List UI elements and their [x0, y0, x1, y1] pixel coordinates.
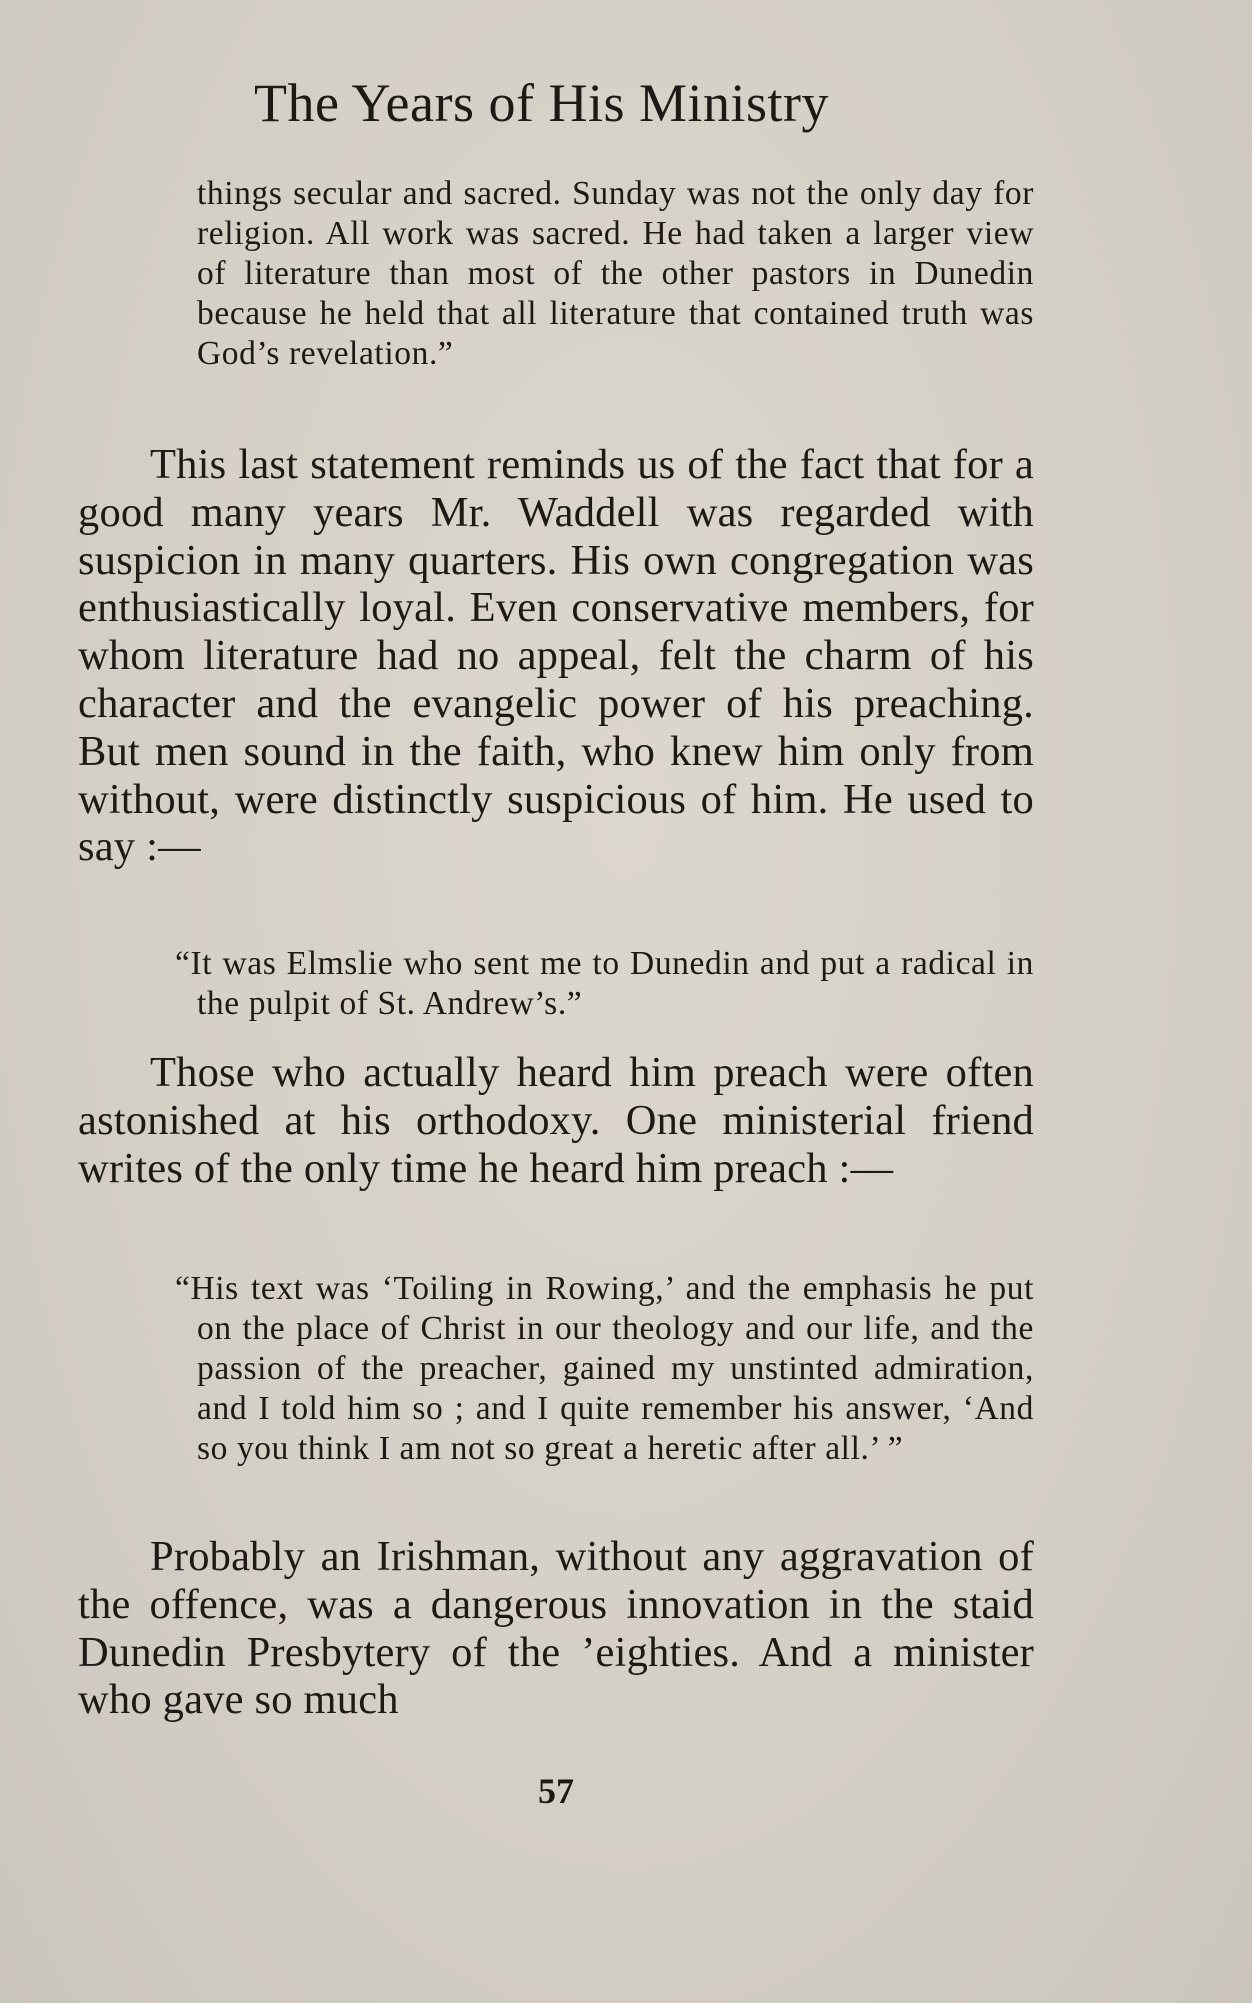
body-paragraph: Probably an Irishman, without any aggravation of the offence, was a dangerous innovation in the staid Dunedin Presbytery of the ’eighties. And a minister who gave so much	[78, 1533, 1034, 1724]
block-quote: “It was Elmslie who sent me to Dunedin and put a radical in the pulpit of St. Andrew’s.”	[175, 945, 1034, 1022]
running-head: The Years of His Ministry	[254, 73, 829, 133]
body-paragraph: This last statement reminds us of the fact that for a good many years Mr. Waddell was regarded with suspicion in many quarters. His own congregation was enthusiastically loyal. Even conservative members, for whom literature had no appeal, felt the charm of his character and the evangelic power of his preaching. But men sound in the faith, who knew him only from without, were distinctly suspicious of him. He used to say :—	[78, 441, 1034, 871]
page-number: 57	[538, 1771, 574, 1811]
block-quote: “His text was ‘Toiling in Rowing,’ and the emphasis he put on the place of Christ in our theology and our life, and the passion of the preacher, gained my unstinted admiration, and I told him so ; and I quite remember his answer, ‘And so you think I am not so great a heretic after all.’ ”	[175, 1270, 1034, 1467]
quote-continued-block: things secular and sacred. Sunday was not the only day for religion. All work was sacred. He had taken a larger view of literature than most of the other pastors in Dunedin because he held that all literature that contained truth was God’s revelation.”	[197, 175, 1034, 372]
body-paragraph: Those who actually heard him preach were often astonished at his orthodoxy. One ministerial friend writes of the only time he heard him preach :—	[78, 1049, 1034, 1192]
